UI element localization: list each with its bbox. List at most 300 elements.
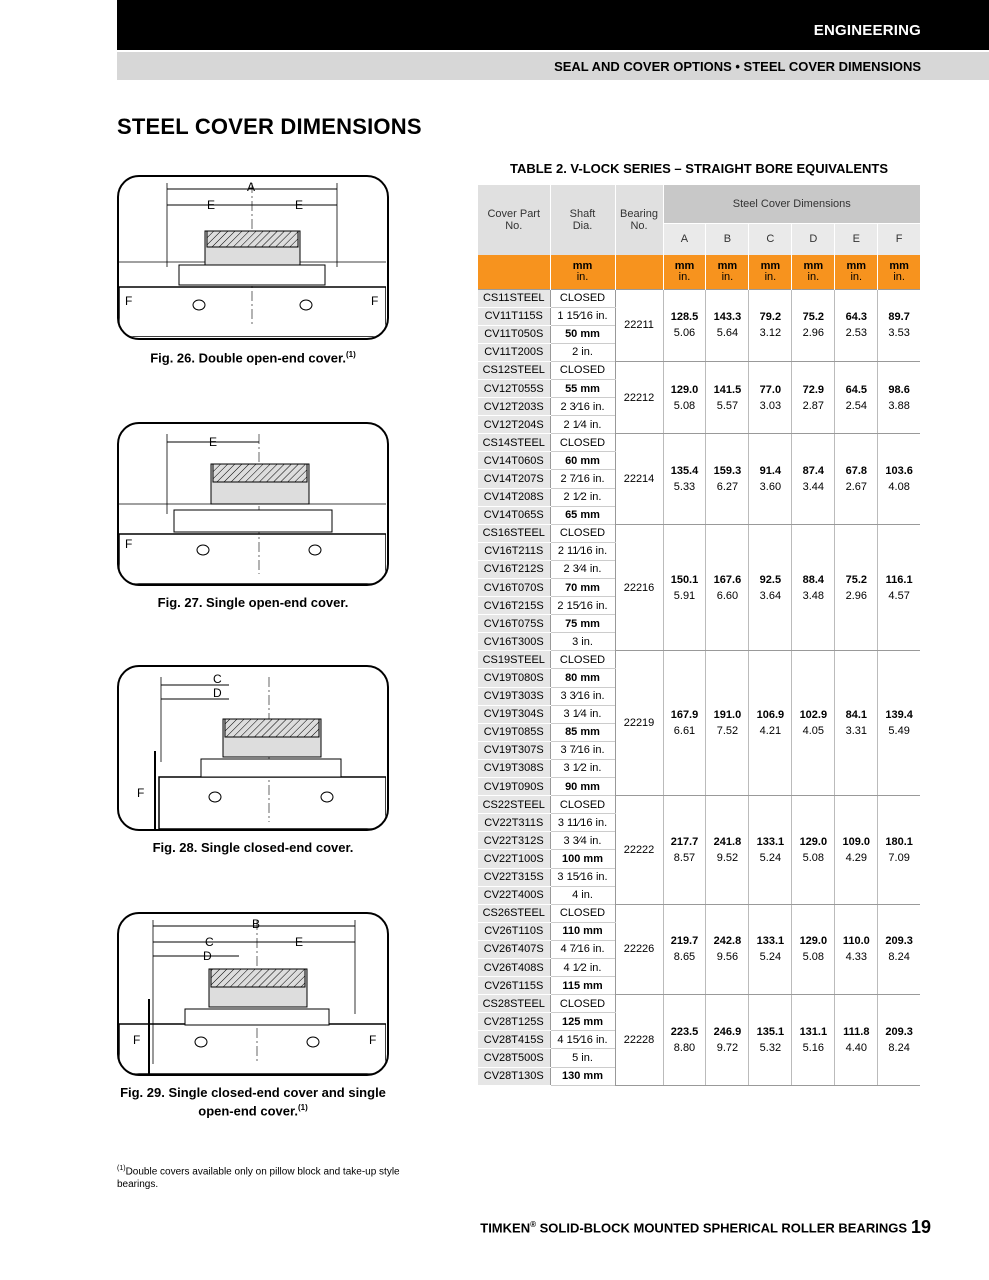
table-title: TABLE 2. V-LOCK SERIES – STRAIGHT BORE EQUIVALENTS — [509, 161, 888, 176]
table-row — [478, 796, 920, 814]
shaft-cell: 2 3⁄4 in. — [550, 560, 615, 578]
dimension-in: 4.33 — [845, 951, 867, 964]
dimension-mm: 64.5 — [845, 383, 867, 396]
shaft-cell: 4 15⁄16 in. — [550, 1031, 615, 1049]
dimension-cell — [749, 904, 792, 994]
dimension-cell — [792, 289, 835, 361]
dimension-in: 6.61 — [673, 725, 696, 738]
sub-header-bar — [117, 52, 989, 80]
cover-part-cell: CS28STEEL — [478, 995, 550, 1013]
shaft-cell: 2 15⁄16 in. — [550, 597, 615, 615]
dimension-in: 4.21 — [759, 725, 782, 738]
shaft-cell: 2 3⁄16 in. — [550, 398, 615, 416]
cover-part-cell: CV26T115S — [478, 977, 550, 995]
dim-label-e-left: E — [207, 198, 216, 212]
dimension-cell — [835, 524, 878, 651]
shaft-cell: 50 mm — [550, 325, 615, 343]
dimension-mm: 129.0 — [799, 835, 828, 848]
dim-label-c: C — [205, 935, 214, 949]
figure-28-drawing — [117, 665, 389, 831]
dimension-mm: 223.5 — [670, 1025, 699, 1038]
dim-label-c: C — [213, 672, 222, 686]
cover-part-cell: CS22STEEL — [478, 796, 550, 814]
col-header-f: F — [878, 223, 920, 255]
dimension-mm: 159.3 — [713, 464, 742, 477]
dimension-cell — [749, 651, 792, 796]
cover-part-cell: CV14T208S — [478, 488, 550, 506]
dimension-mm: 75.2 — [802, 311, 825, 324]
dimension-mm: 128.5 — [670, 311, 699, 324]
shaft-cell: CLOSED — [550, 289, 615, 307]
unit-cell: mm in. — [663, 255, 706, 289]
cover-part-cell: CV16T300S — [478, 633, 550, 651]
dimension-mm: 219.7 — [670, 935, 699, 948]
cover-part-cell: CV11T200S — [478, 343, 550, 361]
dimension-in: 6.27 — [716, 480, 739, 493]
dimension-mm: 109.0 — [842, 835, 871, 848]
cover-part-cell: CV19T080S — [478, 669, 550, 687]
table-row — [478, 524, 920, 542]
dimension-cell — [878, 904, 920, 994]
cover-part-cell: CV22T400S — [478, 886, 550, 904]
cover-part-cell: CS16STEEL — [478, 524, 550, 542]
col-header-group: Steel Cover Dimensions — [663, 185, 920, 223]
dim-label-f: F — [137, 786, 145, 800]
table-row — [478, 289, 920, 307]
dimension-mm: 88.4 — [802, 573, 825, 586]
shaft-cell: 75 mm — [550, 615, 615, 633]
dimension-in: 5.08 — [802, 951, 825, 964]
dimension-mm: 110.0 — [842, 935, 870, 948]
bearing-cell: 22228 — [615, 995, 663, 1085]
shaft-cell: 80 mm — [550, 669, 615, 687]
dimension-mm: 111.8 — [843, 1025, 870, 1038]
dimension-mm: 143.3 — [713, 311, 742, 324]
dimension-in: 2.54 — [845, 399, 867, 412]
dimension-in: 5.57 — [716, 399, 739, 412]
dimension-mm: 135.4 — [670, 464, 699, 477]
dimension-in: 4.29 — [845, 851, 867, 864]
figure-29-caption: Fig. 29. Single closed-end cover and single open-end cover.$^{(1)}$ — [120, 1085, 386, 1119]
shaft-cell: 2 1⁄4 in. — [550, 416, 615, 434]
cover-part-cell: CV12T203S — [478, 398, 550, 416]
dimension-cell — [878, 796, 920, 905]
shaft-cell: CLOSED — [550, 995, 615, 1013]
dimension-mm: 167.6 — [713, 573, 742, 586]
dimension-in: 2.96 — [845, 589, 867, 602]
dimension-cell — [749, 434, 792, 524]
dimension-cell — [835, 995, 878, 1085]
cover-part-cell: CV22T100S — [478, 850, 550, 868]
dimension-in: 9.56 — [716, 951, 739, 964]
cover-part-cell: CV19T090S — [478, 778, 550, 796]
dimension-mm: 102.9 — [799, 709, 828, 722]
dimension-mm: 79.2 — [759, 311, 782, 324]
dimension-mm: 89.7 — [888, 311, 910, 324]
dimension-in: 4.08 — [888, 480, 910, 493]
dimension-cell — [792, 361, 835, 433]
dimension-mm: 106.9 — [756, 709, 785, 722]
dim-label-e: E — [209, 435, 218, 449]
dimension-cell — [749, 796, 792, 905]
dim-label-e-right: E — [295, 198, 304, 212]
shaft-cell: 4 1⁄2 in. — [550, 958, 615, 976]
cover-part-cell: CV19T304S — [478, 705, 550, 723]
cover-part-cell: CV14T065S — [478, 506, 550, 524]
top-header-bar — [117, 0, 989, 50]
bearing-cell: 22211 — [615, 289, 663, 361]
dimension-mm: 191.0 — [713, 709, 742, 722]
cover-part-cell: CV16T075S — [478, 615, 550, 633]
dimension-in: 8.80 — [673, 1041, 696, 1054]
shaft-cell: 4 7⁄16 in. — [550, 940, 615, 958]
dimension-mm: 135.1 — [756, 1025, 785, 1038]
dimension-cell — [706, 995, 749, 1085]
shaft-cell: 1 15⁄16 in. — [550, 307, 615, 325]
cover-part-cell: CV26T110S — [478, 922, 550, 940]
bearing-cell: 22226 — [615, 904, 663, 994]
dimension-in: 7.52 — [716, 725, 739, 738]
dimension-cell — [663, 796, 706, 905]
dimension-in: 3.44 — [802, 480, 825, 493]
shaft-cell: 85 mm — [550, 723, 615, 741]
cover-part-cell: CV19T307S — [478, 741, 550, 759]
dimension-mm: 67.8 — [845, 464, 867, 477]
dim-label-d: D — [203, 949, 212, 963]
bearing-cell: 22216 — [615, 524, 663, 651]
dimension-in: 4.05 — [802, 725, 825, 738]
dimension-mm: 242.8 — [713, 935, 742, 948]
dimension-in: 3.48 — [802, 589, 825, 602]
dimension-cell — [749, 361, 792, 433]
dimension-in: 5.32 — [759, 1041, 782, 1054]
dimension-cell — [706, 796, 749, 905]
dimension-cell — [835, 361, 878, 433]
dimension-in: 3.64 — [759, 589, 782, 602]
dimension-in: 5.49 — [888, 725, 910, 738]
dimension-mm: 209.3 — [885, 935, 913, 948]
dimension-cell — [835, 434, 878, 524]
dimension-cell — [706, 904, 749, 994]
section-label: ENGINEERING — [813, 22, 921, 39]
shaft-cell: CLOSED — [550, 651, 615, 669]
unit-cell: mm in. — [792, 255, 835, 289]
dimension-cell — [792, 796, 835, 905]
dim-label-a: A — [247, 180, 256, 194]
shaft-cell: 3 1⁄2 in. — [550, 759, 615, 777]
dimension-cell — [878, 434, 920, 524]
dimension-in: 9.72 — [716, 1041, 739, 1054]
cover-part-cell: CV28T500S — [478, 1049, 550, 1067]
cover-part-cell: CV22T312S — [478, 832, 550, 850]
shaft-cell: 3 15⁄16 in. — [550, 868, 615, 886]
dimension-cell — [663, 651, 706, 796]
unit-cell: mm in. — [835, 255, 878, 289]
cover-part-cell: CS26STEEL — [478, 904, 550, 922]
bearing-cell: 22214 — [615, 434, 663, 524]
subsection-label: SEAL AND COVER OPTIONS • STEEL COVER DIMENSIONS — [554, 59, 921, 74]
dim-label-d: D — [213, 686, 222, 700]
footer-title: TIMKEN® SOLID-BLOCK MOUNTED SPHERICAL ROLLER BEARINGS — [480, 1220, 907, 1236]
figure-27-drawing — [117, 422, 389, 586]
cover-part-cell: CV19T085S — [478, 723, 550, 741]
shaft-cell: CLOSED — [550, 434, 615, 452]
dimension-in: 8.65 — [673, 951, 696, 964]
dimension-in: 3.03 — [759, 399, 782, 412]
unit-cell: mm in. — [749, 255, 792, 289]
cover-part-cell: CV12T204S — [478, 416, 550, 434]
dimension-cell — [706, 524, 749, 651]
cover-part-cell: CS14STEEL — [478, 434, 550, 452]
dimension-cell — [749, 995, 792, 1085]
bearing-cell: 22219 — [615, 651, 663, 796]
shaft-cell: 4 in. — [550, 886, 615, 904]
shaft-cell: 125 mm — [550, 1013, 615, 1031]
unit-cell: mm in. — [550, 255, 615, 289]
figure-26-caption: Fig. 26. Double open-end cover.$^{(1)}$ — [150, 350, 356, 366]
dimension-mm: 217.7 — [670, 835, 699, 848]
dimension-cell — [706, 651, 749, 796]
dimension-in: 2.67 — [845, 480, 867, 493]
dimension-mm: 246.9 — [713, 1025, 742, 1038]
dimension-in: 4.57 — [888, 589, 910, 602]
dimension-cell — [706, 289, 749, 361]
dimension-cell — [835, 289, 878, 361]
dimension-in: 3.12 — [759, 327, 782, 340]
dimension-cell — [835, 904, 878, 994]
dimension-mm: 72.9 — [802, 383, 825, 396]
dimension-in: 5.08 — [673, 399, 696, 412]
dimension-mm: 141.5 — [713, 383, 742, 396]
page-title: STEEL COVER DIMENSIONS — [117, 114, 422, 139]
dimension-in: 8.24 — [888, 951, 910, 964]
bearing-cell: 22212 — [615, 361, 663, 433]
dimension-cell — [706, 434, 749, 524]
cover-part-cell: CV26T407S — [478, 940, 550, 958]
col-header-a: A — [663, 223, 706, 255]
dimension-mm: 75.2 — [845, 573, 867, 586]
cover-part-cell: CV16T070S — [478, 579, 550, 597]
dimension-cell — [663, 524, 706, 651]
dimension-cell — [878, 995, 920, 1085]
dimension-mm: 129.0 — [670, 383, 699, 396]
dimension-cell — [878, 361, 920, 433]
table-row — [478, 361, 920, 379]
dimension-mm: 209.3 — [885, 1025, 913, 1038]
cover-part-cell: CV22T315S — [478, 868, 550, 886]
unit-cell: mm in. — [706, 255, 749, 289]
dimension-in: 5.08 — [802, 851, 825, 864]
cover-part-cell: CV28T130S — [478, 1067, 550, 1085]
dimension-mm: 84.1 — [845, 709, 867, 722]
shaft-cell: 130 mm — [550, 1067, 615, 1085]
dimension-cell — [663, 434, 706, 524]
col-header-e: E — [835, 223, 878, 255]
dimension-in: 6.60 — [716, 589, 739, 602]
figure-29-drawing — [117, 912, 389, 1076]
shaft-cell: 115 mm — [550, 977, 615, 995]
figure-26-drawing — [117, 175, 389, 340]
shaft-cell: CLOSED — [550, 361, 615, 379]
shaft-cell: 70 mm — [550, 579, 615, 597]
dimension-in: 5.91 — [673, 589, 696, 602]
dimension-mm: 133.1 — [756, 935, 785, 948]
cover-part-cell: CV16T215S — [478, 597, 550, 615]
dimension-in: 3.60 — [759, 480, 782, 493]
shaft-cell: 3 11⁄16 in. — [550, 814, 615, 832]
dimension-in: 3.88 — [888, 399, 910, 412]
dimension-cell — [663, 289, 706, 361]
dimension-cell — [792, 904, 835, 994]
shaft-cell: 5 in. — [550, 1049, 615, 1067]
cover-part-cell: CS12STEEL — [478, 361, 550, 379]
col-header-bearing: Bearing No. — [615, 185, 663, 255]
col-header-cover-part: Cover Part No. — [478, 185, 550, 255]
cover-part-cell: CV28T125S — [478, 1013, 550, 1031]
cover-part-cell: CV19T303S — [478, 687, 550, 705]
footnote: $^{(1)}$Double covers available only on pillow block and take-up style bearings. — [117, 1165, 400, 1191]
table-row — [478, 434, 920, 452]
table-row — [478, 904, 920, 922]
page-number: 19 — [910, 1217, 931, 1237]
shaft-cell: 2 7⁄16 in. — [550, 470, 615, 488]
dim-label-f-right: F — [371, 294, 379, 308]
dimension-in: 7.09 — [888, 851, 910, 864]
table-row — [478, 995, 920, 1013]
bearing-cell: 22222 — [615, 796, 663, 905]
shaft-cell: CLOSED — [550, 524, 615, 542]
dimension-mm: 241.8 — [713, 835, 742, 848]
figure-28-caption: Fig. 28. Single closed-end cover. — [152, 840, 354, 855]
table-row — [478, 651, 920, 669]
dimension-cell — [792, 651, 835, 796]
dimension-mm: 103.6 — [885, 464, 913, 477]
cover-part-cell: CS19STEEL — [478, 651, 550, 669]
dimension-mm: 133.1 — [756, 835, 785, 848]
shaft-cell: 2 11⁄16 in. — [550, 542, 615, 560]
dimension-cell — [878, 651, 920, 796]
cover-part-cell: CV11T115S — [478, 307, 550, 325]
shaft-cell: 65 mm — [550, 506, 615, 524]
cover-part-cell: CV14T207S — [478, 470, 550, 488]
shaft-cell: 2 1⁄2 in. — [550, 488, 615, 506]
shaft-cell: 3 1⁄4 in. — [550, 705, 615, 723]
cover-part-cell: CV16T211S — [478, 542, 550, 560]
dimension-in: 2.53 — [845, 327, 867, 340]
shaft-cell: 2 in. — [550, 343, 615, 361]
dimension-in: 3.53 — [888, 327, 910, 340]
dimension-mm: 64.3 — [845, 311, 867, 324]
dimension-cell — [878, 289, 920, 361]
dimension-mm: 167.9 — [670, 709, 699, 722]
dimension-mm: 91.4 — [759, 464, 782, 477]
dim-label-b: B — [252, 917, 261, 931]
dimension-in: 4.40 — [845, 1041, 867, 1054]
cover-part-cell: CV14T060S — [478, 452, 550, 470]
unit-cell: mm in. — [878, 255, 920, 289]
shaft-cell: 3 7⁄16 in. — [550, 741, 615, 759]
dimension-mm: 98.6 — [888, 383, 910, 396]
dim-label-f-right: F — [369, 1033, 377, 1047]
dimension-cell — [792, 524, 835, 651]
cover-part-cell: CV28T415S — [478, 1031, 550, 1049]
dimension-in: 8.57 — [673, 851, 696, 864]
cover-part-cell: CV19T308S — [478, 759, 550, 777]
col-header-shaft: Shaft Dia. — [550, 185, 615, 255]
dimension-mm: 129.0 — [799, 935, 828, 948]
cover-part-cell: CS11STEEL — [478, 289, 550, 307]
dimension-in: 5.24 — [759, 851, 782, 864]
dimension-mm: 116.1 — [885, 573, 913, 586]
dimension-cell — [878, 524, 920, 651]
shaft-cell: 3 in. — [550, 633, 615, 651]
dimension-cell — [663, 904, 706, 994]
dimension-mm: 87.4 — [802, 464, 825, 477]
cover-part-cell: CV26T408S — [478, 958, 550, 976]
figure-27-caption: Fig. 27. Single open-end cover. — [157, 595, 349, 610]
dimension-cell — [749, 524, 792, 651]
dimension-in: 9.52 — [716, 851, 739, 864]
shaft-cell: CLOSED — [550, 904, 615, 922]
dimension-in: 5.16 — [802, 1041, 825, 1054]
unit-row — [478, 255, 920, 289]
cover-part-cell: CV16T212S — [478, 560, 550, 578]
cover-part-cell: CV11T050S — [478, 325, 550, 343]
shaft-cell: 60 mm — [550, 452, 615, 470]
dimension-mm: 131.1 — [799, 1025, 828, 1038]
dimension-cell — [663, 995, 706, 1085]
dimension-in: 5.64 — [716, 327, 739, 340]
dimension-cell — [835, 651, 878, 796]
dim-label-f-left: F — [125, 294, 133, 308]
cover-part-cell: CV22T311S — [478, 814, 550, 832]
dimension-in: 5.24 — [759, 951, 782, 964]
dimension-mm: 92.5 — [759, 573, 782, 586]
dimension-cell — [792, 995, 835, 1085]
dimension-mm: 77.0 — [759, 383, 782, 396]
shaft-cell: 55 mm — [550, 379, 615, 397]
dim-label-f-left: F — [133, 1033, 141, 1047]
col-header-d: D — [792, 223, 835, 255]
dimension-mm: 180.1 — [885, 835, 913, 848]
dim-label-e: E — [295, 935, 304, 949]
dimension-in: 2.96 — [802, 327, 825, 340]
shaft-cell: 3 3⁄4 in. — [550, 832, 615, 850]
cover-part-cell: CV12T055S — [478, 379, 550, 397]
shaft-cell: 110 mm — [550, 922, 615, 940]
dimension-in: 5.33 — [673, 480, 696, 493]
dimension-cell — [663, 361, 706, 433]
dimension-mm: 150.1 — [670, 573, 699, 586]
shaft-cell: CLOSED — [550, 796, 615, 814]
dimension-cell — [706, 361, 749, 433]
shaft-cell: 90 mm — [550, 778, 615, 796]
dimension-cell — [835, 796, 878, 905]
dimension-in: 2.87 — [802, 399, 825, 412]
dimension-in: 8.24 — [888, 1041, 910, 1054]
col-header-b: B — [706, 223, 749, 255]
col-header-c: C — [749, 223, 792, 255]
dimension-cell — [792, 434, 835, 524]
steel-cover-table — [478, 185, 920, 1086]
dimension-in: 3.31 — [845, 725, 867, 738]
dim-label-f: F — [125, 537, 133, 551]
shaft-cell: 100 mm — [550, 850, 615, 868]
dimension-mm: 139.4 — [885, 709, 913, 722]
shaft-cell: 3 3⁄16 in. — [550, 687, 615, 705]
dimension-in: 5.06 — [673, 327, 696, 340]
dimension-cell — [749, 289, 792, 361]
